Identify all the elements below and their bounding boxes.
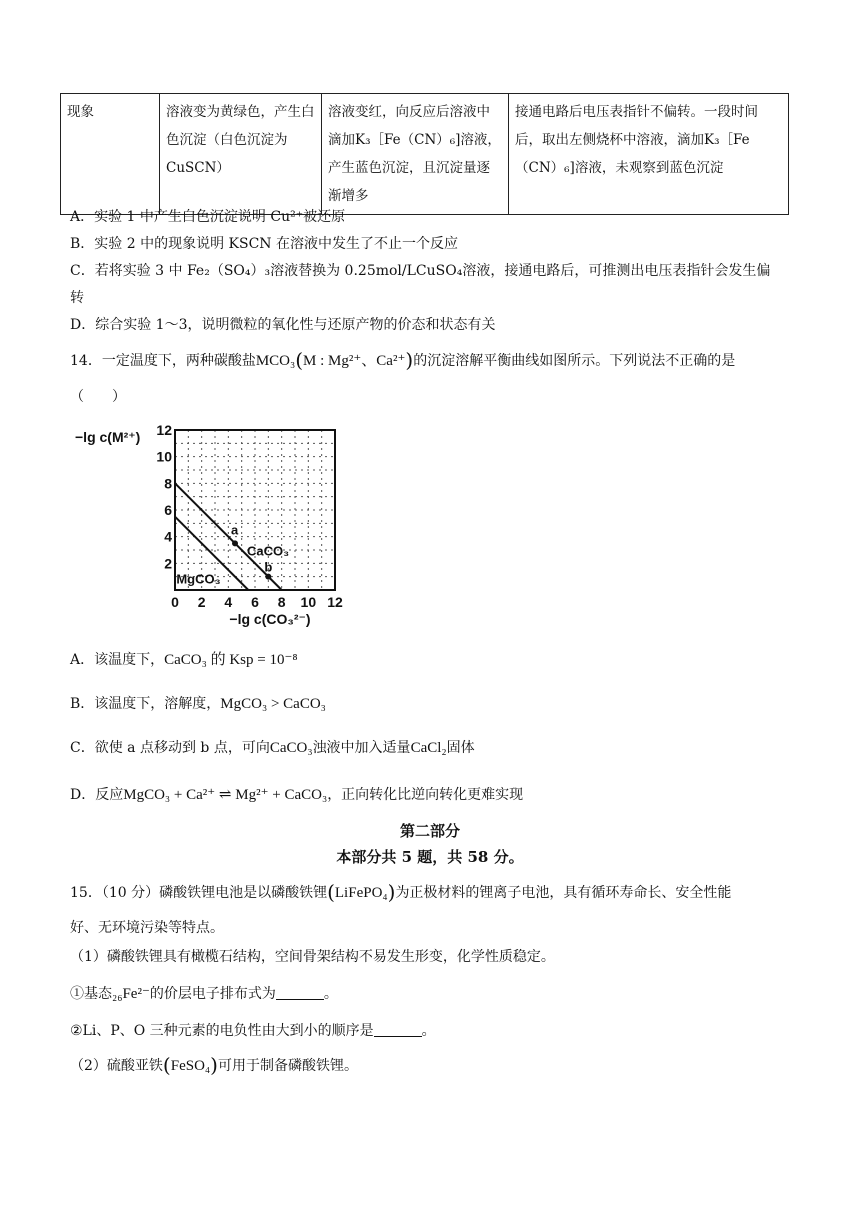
- x-tick-label: 12: [327, 594, 343, 610]
- q13-option-d: D．综合实验 1～3，说明微粒的氧化性与还原产物的价态和状态有关: [70, 317, 496, 333]
- q14-formula: MCO₃: [255, 353, 296, 369]
- y-tick-label: 6: [164, 502, 172, 518]
- q14-option-b: B．该温度下，溶解度，MgCO₃ > CaCO₃: [70, 696, 326, 712]
- x-tick-label: 10: [300, 594, 317, 610]
- q14-option-c: C．欲使 a 点移动到 b 点，可向CaCO₃浊液中加入适量CaCl₂固体: [70, 740, 475, 756]
- part-title: 第二部分: [399, 822, 460, 840]
- x-tick-label: 4: [224, 594, 233, 610]
- q14-option-a: A．该温度下，CaCO₃ 的 Ksp = 10⁻⁸: [70, 652, 298, 668]
- table-cell-exp2: 溶液变红，向反应后溶液中滴加K₃［Fe（CN）₆]溶液，产生蓝色沉淀，且沉淀量逐渐增多: [322, 94, 509, 215]
- q15-sub2: （2）硫酸亚铁(FeSO₄)可用于制备磷酸铁锂。: [70, 1053, 358, 1077]
- q13-option-b: B．实验 2 中的现象说明 KSCN 在溶液中发生了不止一个反应: [70, 236, 459, 252]
- q15-sub1a: ①基态₂₆Fe²⁻的价层电子排布式为 。: [70, 986, 338, 1002]
- q13-option-c-line1: C．若将实验 3 中 Fe₂（SO₄）₃溶液替换为 0.25mol/LCuSO₄溶液，接通电路后，可推测出电压表指针会发生偏: [70, 263, 771, 279]
- q14-ions: M : Mg²⁺、Ca²⁺: [303, 353, 406, 369]
- x-tick-label: 2: [197, 594, 206, 610]
- q15-formula: LiFePO₄: [334, 885, 388, 901]
- y-axis-label: −lg c(M²⁺): [75, 429, 141, 445]
- x-tick-label: 8: [277, 594, 286, 610]
- q13-option-c-line2: 转: [70, 290, 84, 306]
- y-tick-label: 2: [164, 555, 172, 572]
- experiment-table: [60, 93, 789, 215]
- q15-sub1b: ②Li、P、O 三种元素的电负性由大到小的顺序是 。: [70, 1023, 436, 1039]
- q14-answer-bracket: （ ）: [70, 389, 126, 405]
- series-label-caco3: CaCO₃: [247, 543, 290, 559]
- answer-blank: [374, 1022, 422, 1037]
- y-tick-label: 12: [156, 422, 172, 438]
- q15-stem: 15．（10 分）磷酸铁锂电池是以磷酸铁锂(LiFePO₄)为正极材料的锂离子电池，具有循环寿命长、安全性能: [70, 880, 732, 904]
- point-label-a: a: [231, 522, 239, 538]
- q15-stem-line2: 好、无环境污染等特点。: [70, 920, 224, 936]
- part-subtitle: 本部分共 5 题，共 58 分。: [336, 848, 524, 866]
- q14-option-d: D．反应MgCO₃ + Ca²⁺ ⇌ Mg²⁺ + CaCO₃，正向转化比逆向转化更难实现: [70, 787, 524, 803]
- y-tick-label: 4: [164, 528, 172, 545]
- x-tick-label: 0: [171, 594, 179, 610]
- table-cell-exp1: 溶液变为黄绿色，产生白色沉淀（白色沉淀为CuSCN）: [160, 94, 322, 215]
- data-point-a: [232, 540, 238, 546]
- point-label-b: b: [264, 559, 273, 575]
- table-row: [61, 94, 789, 215]
- table-cell-exp3: 接通电路后电压表指针不偏转。一段时间后，取出左侧烧杯中溶液，滴加K₃［Fe（CN）₆]溶液，未观察到蓝色沉淀: [509, 94, 789, 215]
- x-axis-label: −lg c(CO₃²⁻): [229, 611, 311, 627]
- y-tick-label: 10: [156, 448, 172, 465]
- y-tick-label: 8: [164, 475, 172, 492]
- answer-blank: [276, 985, 324, 1000]
- x-tick-label: 6: [251, 594, 259, 610]
- solubility-chart: [70, 420, 360, 640]
- q14-stem: 14．一定温度下，两种碳酸盐MCO₃(M : Mg²⁺、Ca²⁺)的沉淀溶解平衡曲线如图所示。下列说法不正确的是: [70, 348, 736, 372]
- table-row-label: 现象: [61, 94, 160, 215]
- q13-option-a: A．实验 1 中产生白色沉淀说明 Cu²⁺被还原: [70, 209, 346, 225]
- series-label-mgco3: MgCO₃: [176, 571, 221, 587]
- q15-sub1: （1）磷酸铁锂具有橄榄石结构，空间骨架结构不易发生形变，化学性质稳定。: [70, 949, 555, 965]
